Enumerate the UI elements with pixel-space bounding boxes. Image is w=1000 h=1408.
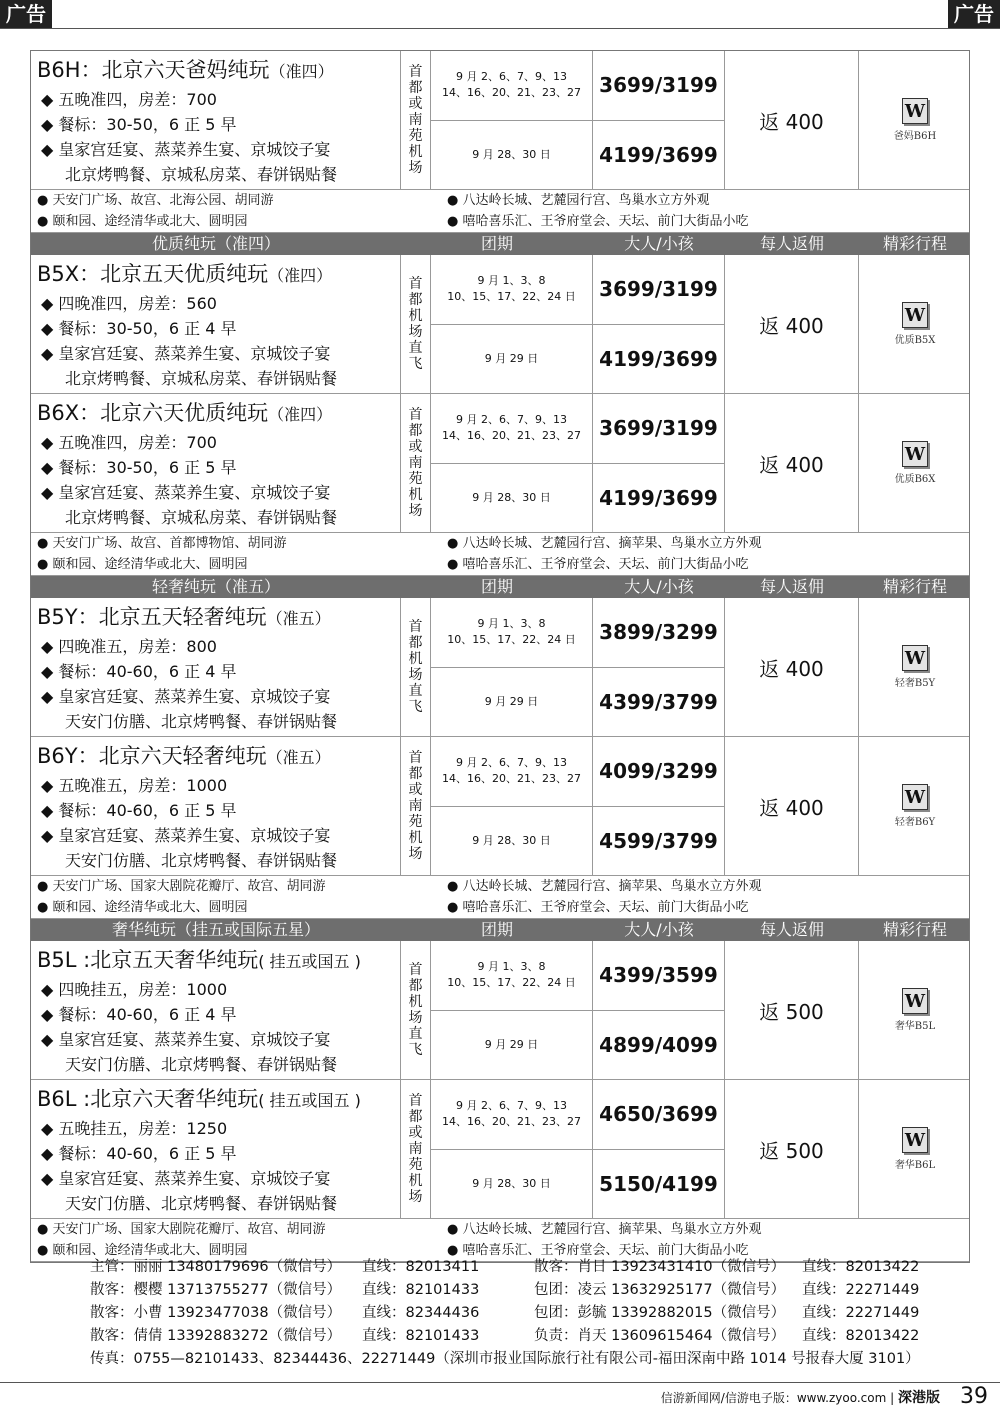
product-name: ：北京五天优质纯玩 (79, 262, 269, 286)
meal-line-text: 餐标：40-60，6 正 5 早 (58, 1144, 237, 1163)
dot-icon: ● (447, 536, 459, 551)
column-price: 大人/小孩 (624, 577, 694, 596)
section-name: 奢华纯玩（挂五或国际五星） (111, 920, 320, 939)
column-dates: 团期 (480, 920, 513, 939)
column-itinerary: 精彩行程 (882, 920, 947, 939)
hotel-line-text: 五晚准四，房差：700 (58, 90, 217, 109)
column-rebate: 每人返佣 (759, 234, 824, 253)
contact-row (90, 1302, 970, 1325)
departure-dates (431, 598, 593, 736)
sights-item (31, 1219, 441, 1240)
dining-line-text: 皇家宫廷宴、蒸菜养生宴、京城饺子宴 (58, 1030, 331, 1049)
product-row (31, 941, 969, 1080)
price-2: 4199/3699 (599, 346, 718, 371)
dot-icon: ● (37, 900, 49, 915)
bullet-icon: ◆ (41, 1169, 54, 1188)
dining-line (37, 341, 396, 366)
sights-text: 八达岭长城、艺麓园行宫、摘苹果、鸟巢水立方外观 (462, 1222, 762, 1237)
dot-icon: ● (37, 557, 49, 572)
product-info (31, 737, 401, 875)
product-code: B6L (37, 1087, 77, 1111)
dining-line-2 (37, 1191, 396, 1216)
qr-code-icon: W (902, 441, 928, 467)
dining-line (37, 480, 396, 505)
dining-line (37, 823, 396, 848)
dining-line (37, 137, 396, 162)
hotel-grade: （准五） (266, 609, 331, 628)
sights-list (31, 533, 969, 576)
qr-caption: 优质B6X (894, 474, 936, 485)
departure-dates (431, 737, 593, 875)
departure-airport: 首都机场直飞 (401, 255, 431, 393)
price-1: 3699/3199 (593, 255, 724, 325)
dot-icon: ● (37, 1222, 49, 1237)
meal-line-text: 餐标：30-50，6 正 5 早 (58, 115, 237, 134)
departure-airport: 首都或南苑机场 (401, 394, 431, 532)
hotel-grade: （准五） (266, 748, 331, 767)
rebate-amount: 返 400 (725, 737, 859, 875)
meal-line-text: 餐标：40-60，6 正 4 早 (58, 662, 237, 681)
contact-row (90, 1325, 970, 1348)
qr-code-icon: W (902, 1127, 928, 1153)
dining-line-text: 皇家宫廷宴、蒸菜养生宴、京城饺子宴 (58, 344, 331, 363)
dining-line-2 (37, 505, 396, 530)
product-code: B6H (37, 58, 81, 82)
hotel-line-text: 四晚准五，房差：800 (58, 637, 217, 656)
dot-icon: ● (37, 193, 49, 208)
contact-cell: 直线：82101433 (362, 1328, 480, 1344)
sights-item (31, 554, 441, 575)
price-1: 3699/3199 (593, 51, 724, 121)
meal-line (37, 1141, 396, 1166)
product-title (37, 741, 396, 773)
qr-code-icon: W (902, 98, 928, 124)
departure-airport: 首都或南苑机场 (401, 737, 431, 875)
dining-line-2 (37, 848, 396, 873)
itinerary-qr[interactable] (859, 1080, 971, 1218)
sights-list (31, 190, 969, 233)
dining-line-2-text: 天安门仿膳、北京烤鸭餐、春饼锅贴餐 (65, 1055, 338, 1074)
sights-text: 嘻哈喜乐汇、王爷府堂会、天坛、前门大街品小吃 (462, 900, 749, 915)
section-header (31, 576, 969, 598)
product-name: :北京五天奢华纯玩 (76, 948, 259, 972)
bullet-icon: ◆ (41, 980, 54, 999)
bullet-icon: ◆ (41, 1005, 54, 1024)
sights-text: 八达岭长城、艺麓园行宫、摘苹果、鸟巢水立方外观 (462, 536, 762, 551)
meal-line (37, 455, 396, 480)
dot-icon: ● (37, 536, 49, 551)
sights-item (441, 190, 971, 211)
meal-line (37, 112, 396, 137)
departure-dates-1: 9 月 2、6、7、9、13 14、16、20、21、23、27 (431, 51, 592, 121)
hotel-line-text: 四晚挂五，房差：1000 (58, 980, 228, 999)
product-code: B5Y (37, 605, 78, 629)
qr-caption: 优质B5X (894, 335, 936, 346)
column-price: 大人/小孩 (624, 920, 694, 939)
sights-item (441, 876, 971, 897)
footer-text: 信游新闻网/信游电子版：www.zyoo.com | 深港版 (660, 1390, 940, 1406)
sights-text: 天安门广场、国家大剧院花瓣厅、故宫、胡同游 (52, 879, 326, 894)
contact-row (90, 1279, 970, 1302)
itinerary-qr[interactable] (859, 598, 971, 736)
price-2: 4399/3799 (599, 689, 718, 714)
price-2: 5150/4199 (599, 1171, 718, 1196)
departure-dates-1: 9 月 2、6、7、9、13 14、16、20、21、23、27 (431, 737, 592, 807)
dining-line-text: 皇家宫廷宴、蒸菜养生宴、京城饺子宴 (58, 1169, 331, 1188)
dining-line-2-text: 北京烤鸭餐、京城私房菜、春饼锅贴餐 (65, 165, 338, 184)
itinerary-qr[interactable] (859, 394, 971, 532)
departure-airport: 首都机场直飞 (401, 598, 431, 736)
dining-line-2 (37, 709, 396, 734)
departure-dates (431, 51, 593, 189)
column-rebate: 每人返佣 (759, 920, 824, 939)
dining-line-text: 皇家宫廷宴、蒸菜养生宴、京城饺子宴 (58, 483, 331, 502)
hotel-line (37, 291, 396, 316)
price-cells (593, 737, 725, 875)
bullet-icon: ◆ (41, 826, 54, 845)
hotel-grade: （准四） (268, 266, 333, 285)
departure-dates-2: 9 月 29 日 (484, 351, 539, 365)
ad-label-left: 广告 (0, 0, 52, 28)
itinerary-qr[interactable] (859, 51, 971, 189)
dot-icon: ● (447, 214, 459, 229)
contact-cell: 直线：82013422 (802, 1328, 920, 1344)
product-row (31, 51, 969, 190)
section-header (31, 233, 969, 255)
departure-dates (431, 255, 593, 393)
qr-caption: 轻奢B6Y (894, 817, 936, 828)
footer-site: 信游新闻网/信游电子版：www.zyoo.com (660, 1391, 887, 1405)
hotel-line (37, 634, 396, 659)
qr-caption: 轻奢B5Y (894, 678, 936, 689)
column-dates: 团期 (480, 577, 513, 596)
sights-item (31, 533, 441, 554)
sights-text: 颐和园、途经清华或北大、圆明园 (52, 557, 248, 572)
column-itinerary: 精彩行程 (882, 577, 947, 596)
price-2: 4899/4099 (599, 1032, 718, 1057)
dining-line-2-text: 北京烤鸭餐、京城私房菜、春饼锅贴餐 (65, 369, 338, 388)
bullet-icon: ◆ (41, 1119, 54, 1138)
meal-line-text: 餐标：40-60，6 正 4 早 (58, 1005, 237, 1024)
product-code: B5L (37, 948, 77, 972)
sights-list (31, 876, 969, 919)
departure-dates-2: 9 月 28、30 日 (472, 147, 551, 161)
sights-text: 颐和园、途经清华或北大、圆明园 (52, 214, 248, 229)
contact-cell: 直线：22271449 (802, 1305, 920, 1321)
product-row (31, 255, 969, 394)
price-cells (593, 51, 725, 189)
bullet-icon: ◆ (41, 637, 54, 656)
product-row (31, 737, 969, 876)
product-title (37, 602, 396, 634)
price-1: 3699/3199 (593, 394, 724, 464)
meal-line (37, 659, 396, 684)
dining-line-text: 皇家宫廷宴、蒸菜养生宴、京城饺子宴 (58, 140, 331, 159)
dining-line (37, 1166, 396, 1191)
bullet-icon: ◆ (41, 433, 54, 452)
dining-line (37, 684, 396, 709)
departure-airport: 首都或南苑机场 (401, 51, 431, 189)
dining-line-2 (37, 1052, 396, 1077)
price-cells (593, 1080, 725, 1218)
product-row (31, 1080, 969, 1219)
dot-icon: ● (447, 557, 459, 572)
departure-dates-2: 9 月 28、30 日 (472, 833, 551, 847)
itinerary-qr[interactable] (859, 255, 971, 393)
contact-cell: 散客：小曹 13923477038（微信号） (90, 1305, 342, 1321)
product-name: :北京六天奢华纯玩 (76, 1087, 259, 1111)
sights-text: 八达岭长城、艺麓园行宫、鸟巢水立方外观 (462, 193, 710, 208)
sights-item (441, 554, 971, 575)
qr-code-icon: W (902, 784, 928, 810)
departure-dates-2: 9 月 28、30 日 (472, 1176, 551, 1190)
sights-item (31, 190, 441, 211)
dining-line-2-text: 天安门仿膳、北京烤鸭餐、春饼锅贴餐 (65, 712, 338, 731)
product-title (37, 1084, 396, 1116)
ad-label-right: 广告 (948, 0, 1000, 28)
price-cells (593, 598, 725, 736)
sights-text: 嘻哈喜乐汇、王爷府堂会、天坛、前门大街品小吃 (462, 1243, 749, 1258)
dot-icon: ● (447, 1222, 459, 1237)
sights-text: 嘻哈喜乐汇、王爷府堂会、天坛、前门大街品小吃 (462, 557, 749, 572)
hotel-line-text: 五晚准四，房差：700 (58, 433, 217, 452)
meal-line (37, 1002, 396, 1027)
departure-dates-2: 9 月 28、30 日 (472, 490, 551, 504)
contact-cell: 包团：彭毓 13392882015（微信号） (534, 1305, 786, 1321)
dining-line-2-text: 天安门仿膳、北京烤鸭餐、春饼锅贴餐 (65, 851, 338, 870)
meal-line-text: 餐标：30-50，6 正 4 早 (58, 319, 237, 338)
meal-line (37, 316, 396, 341)
contact-row (90, 1256, 970, 1279)
product-row (31, 394, 969, 533)
bullet-icon: ◆ (41, 344, 54, 363)
meal-line-text: 餐标：30-50，6 正 5 早 (58, 458, 237, 477)
qr-caption: 奢华B6L (894, 1160, 936, 1171)
departure-dates-2: 9 月 29 日 (484, 694, 539, 708)
dot-icon: ● (37, 879, 49, 894)
sights-item (441, 211, 971, 232)
meal-line (37, 798, 396, 823)
departure-dates-1: 9 月 2、6、7、9、13 14、16、20、21、23、27 (431, 394, 592, 464)
hotel-line (37, 977, 396, 1002)
dot-icon: ● (37, 1243, 49, 1258)
product-info (31, 394, 401, 532)
sights-item (441, 1219, 971, 1240)
product-code: B6X (37, 401, 80, 425)
itinerary-qr[interactable] (859, 737, 971, 875)
rebate-amount: 返 500 (725, 1080, 859, 1218)
dining-line (37, 1027, 396, 1052)
price-2: 4199/3699 (599, 142, 718, 167)
qr-code-icon: W (902, 302, 928, 328)
product-code: B5X (37, 262, 80, 286)
column-dates: 团期 (480, 234, 513, 253)
qr-code-icon: W (902, 988, 928, 1014)
contact-cell: 直线：82013411 (362, 1259, 480, 1275)
hotel-line (37, 87, 396, 112)
product-name: ：北京六天轻奢纯玩 (77, 744, 267, 768)
column-itinerary: 精彩行程 (882, 234, 947, 253)
qr-code-icon: W (902, 645, 928, 671)
hotel-grade: （准四） (269, 62, 334, 81)
price-cells (593, 941, 725, 1079)
product-title (37, 398, 396, 430)
product-info (31, 255, 401, 393)
bullet-icon: ◆ (41, 776, 54, 795)
hotel-line (37, 1116, 396, 1141)
departure-dates (431, 394, 593, 532)
bullet-icon: ◆ (41, 319, 54, 338)
column-price: 大人/小孩 (624, 234, 694, 253)
meal-line-text: 餐标：40-60，6 正 5 早 (58, 801, 237, 820)
contact-cell: 直线：82101433 (362, 1282, 480, 1298)
rebate-amount: 返 400 (725, 598, 859, 736)
departure-dates-2: 9 月 29 日 (484, 1037, 539, 1051)
product-title (37, 259, 396, 291)
product-name: ：北京六天爸妈纯玩 (80, 58, 270, 82)
contact-cell: 主管：丽丽 13480179696（微信号） (90, 1259, 342, 1275)
price-1: 3899/3299 (593, 598, 724, 668)
rebate-amount: 返 400 (725, 51, 859, 189)
price-2: 4199/3699 (599, 485, 718, 510)
sights-item (31, 211, 441, 232)
bullet-icon: ◆ (41, 801, 54, 820)
itinerary-qr[interactable] (859, 941, 971, 1079)
price-cells (593, 394, 725, 532)
departure-dates-1: 9 月 1、3、8 10、15、17、22、24 日 (431, 255, 592, 325)
qr-caption: 奢华B5L (894, 1021, 936, 1032)
product-info (31, 941, 401, 1079)
product-info (31, 1080, 401, 1218)
contact-cell: 直线：22271449 (802, 1282, 920, 1298)
dining-line-text: 皇家宫廷宴、蒸菜养生宴、京城饺子宴 (58, 687, 331, 706)
contact-list (90, 1256, 970, 1371)
product-name: ：北京五天轻奢纯玩 (77, 605, 267, 629)
dot-icon: ● (447, 1243, 459, 1258)
product-title (37, 55, 396, 87)
sights-text: 天安门广场、故宫、首都博物馆、胡同游 (52, 536, 287, 551)
product-info (31, 598, 401, 736)
contact-cell: 散客：樱樱 13713755277（微信号） (90, 1282, 342, 1298)
departure-dates (431, 1080, 593, 1218)
column-rebate: 每人返佣 (759, 577, 824, 596)
section-name: 优质纯玩（准四） (151, 234, 280, 253)
contact-cell: 直线：82344436 (362, 1305, 480, 1321)
fax-line: 传真：0755—82101433、82344436、22271449（深圳市报业国际旅行社有限公司-福田深南中路 1014 号报春大厦 3101） (90, 1351, 920, 1367)
product-name: ：北京六天优质纯玩 (79, 401, 269, 425)
contact-cell: 包团：凌云 13632925177（微信号） (534, 1282, 786, 1298)
product-title (37, 945, 396, 977)
hotel-grade: ( 挂五或国五 ) (258, 952, 361, 971)
product-row (31, 598, 969, 737)
hotel-line (37, 430, 396, 455)
product-code: B6Y (37, 744, 78, 768)
departure-dates (431, 941, 593, 1079)
dining-line-2 (37, 162, 396, 187)
header-rule (0, 28, 1000, 29)
price-1: 4099/3299 (593, 737, 724, 807)
dot-icon: ● (447, 193, 459, 208)
rebate-amount: 返 500 (725, 941, 859, 1079)
bullet-icon: ◆ (41, 687, 54, 706)
sights-text: 嘻哈喜乐汇、王爷府堂会、天坛、前门大街品小吃 (462, 214, 749, 229)
dining-line-2 (37, 366, 396, 391)
sights-text: 天安门广场、故宫、北海公园、胡同游 (52, 193, 274, 208)
dining-line-2-text: 天安门仿膳、北京烤鸭餐、春饼锅贴餐 (65, 1194, 338, 1213)
dot-icon: ● (447, 900, 459, 915)
hotel-grade: ( 挂五或国五 ) (258, 1091, 361, 1110)
bullet-icon: ◆ (41, 115, 54, 134)
sights-item (31, 897, 441, 918)
hotel-line (37, 773, 396, 798)
rebate-amount: 返 400 (725, 394, 859, 532)
contact-cell: 散客：肖日 13923431410（微信号） (534, 1259, 786, 1275)
qr-caption: 爸妈B6H (893, 131, 937, 142)
departure-airport: 首都或南苑机场 (401, 1080, 431, 1218)
dot-icon: ● (447, 879, 459, 894)
hotel-line-text: 四晚准四，房差：560 (58, 294, 217, 313)
product-info (31, 51, 401, 189)
rebate-amount: 返 400 (725, 255, 859, 393)
hotel-line-text: 五晚准五，房差：1000 (58, 776, 228, 795)
bullet-icon: ◆ (41, 662, 54, 681)
price-cells (593, 255, 725, 393)
dot-icon: ● (37, 214, 49, 229)
hotel-grade: （准四） (268, 405, 333, 424)
bullet-icon: ◆ (41, 1144, 54, 1163)
sights-text: 颐和园、途经清华或北大、圆明园 (52, 1243, 248, 1258)
contact-cell: 负责：肖天 13609615464（微信号） (534, 1328, 786, 1344)
sights-item (441, 897, 971, 918)
contact-cell: 散客：倩倩 13392883272（微信号） (90, 1328, 342, 1344)
sights-text: 八达岭长城、艺麓园行宫、摘苹果、鸟巢水立方外观 (462, 879, 762, 894)
dining-line-2-text: 北京烤鸭餐、京城私房菜、春饼锅贴餐 (65, 508, 338, 527)
bullet-icon: ◆ (41, 90, 54, 109)
footer-rule (0, 1382, 1000, 1383)
footer-edition: 深港版 (898, 1390, 940, 1406)
sights-text: 颐和园、途经清华或北大、圆明园 (52, 900, 248, 915)
departure-dates-1: 9 月 1、3、8 10、15、17、22、24 日 (431, 941, 592, 1011)
bullet-icon: ◆ (41, 458, 54, 477)
price-2: 4599/3799 (599, 828, 718, 853)
sights-item (31, 876, 441, 897)
dining-line-text: 皇家宫廷宴、蒸菜养生宴、京城饺子宴 (58, 826, 331, 845)
departure-dates-1: 9 月 1、3、8 10、15、17、22、24 日 (431, 598, 592, 668)
hotel-line-text: 五晚挂五，房差：1250 (58, 1119, 228, 1138)
contact-cell: 直线：82013422 (802, 1259, 920, 1275)
sights-item (441, 533, 971, 554)
section-name: 轻奢纯玩（准五） (151, 577, 280, 596)
section-header (31, 919, 969, 941)
tour-price-table (30, 50, 970, 1263)
sights-text: 天安门广场、国家大剧院花瓣厅、故宫、胡同游 (52, 1222, 326, 1237)
bullet-icon: ◆ (41, 140, 54, 159)
bullet-icon: ◆ (41, 1030, 54, 1049)
price-1: 4399/3599 (593, 941, 724, 1011)
page-number: 39 (960, 1384, 988, 1408)
bullet-icon: ◆ (41, 294, 54, 313)
bullet-icon: ◆ (41, 483, 54, 502)
departure-dates-1: 9 月 2、6、7、9、13 14、16、20、21、23、27 (431, 1080, 592, 1150)
price-1: 4650/3699 (593, 1080, 724, 1150)
departure-airport: 首都机场直飞 (401, 941, 431, 1079)
